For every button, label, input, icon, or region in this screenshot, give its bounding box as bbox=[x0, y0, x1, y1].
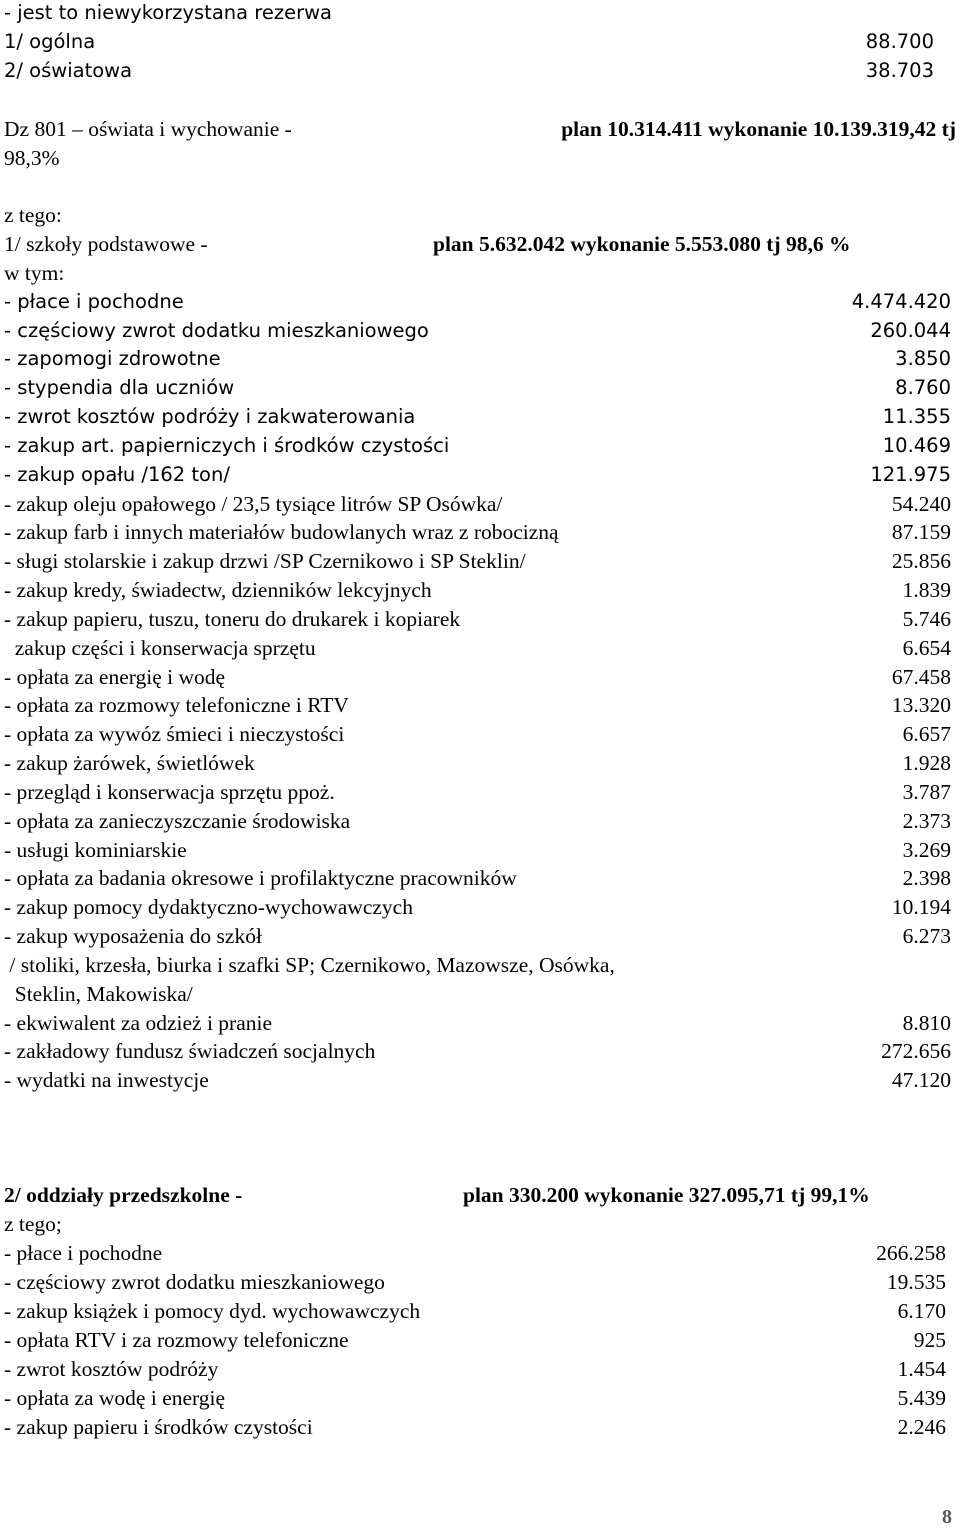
list-item-value: 5.439 bbox=[897, 1386, 946, 1410]
list-item-label: - płace i pochodne bbox=[4, 1241, 163, 1265]
list-item-value: 10.469 bbox=[882, 434, 951, 457]
list-item-value: 260.044 bbox=[870, 319, 951, 342]
list-item-label: - opłata RTV i za rozmowy telefoniczne bbox=[4, 1328, 349, 1352]
equipment-note-line-1: / stoliki, krzesła, biurka i szafki SP; Czernikowo, Mazowsze, Osówka, bbox=[4, 953, 615, 977]
list-item-label: - zakup papieru i środków czystości bbox=[4, 1415, 313, 1439]
list-item-label: - zakup oleju opałowego / 23,5 tysiące litrów SP Osówka/ bbox=[4, 492, 503, 516]
list-item-label: - zakup opału /162 ton/ bbox=[4, 463, 230, 486]
reserve-general-label: 1/ ogólna bbox=[4, 30, 96, 53]
list-item-label: - częściowy zwrot dodatku mieszkaniowego bbox=[4, 1270, 385, 1294]
list-item-label: - zakup pomocy dydaktyczno-wychowawczych bbox=[4, 895, 413, 919]
section-801-heading: Dz 801 – oświata i wychowanie - bbox=[4, 117, 292, 141]
list-item-label: - opłata za badania okresowe i profilaktyczne pracowników bbox=[4, 866, 517, 890]
list-item-value: 266.258 bbox=[876, 1241, 946, 1265]
list-item-value: 5.746 bbox=[902, 607, 951, 631]
list-item-label: zakup części i konserwacja sprzętu bbox=[4, 636, 316, 660]
list-item-value: 6.654 bbox=[902, 636, 951, 660]
list-item-label: - zakup farb i innych materiałów budowlanych wraz z robocizną bbox=[4, 520, 559, 544]
list-item-value: 11.355 bbox=[882, 405, 951, 428]
list-item-value: 3.787 bbox=[902, 780, 951, 804]
list-item-label: - zakładowy fundusz świadczeń socjalnych bbox=[4, 1039, 376, 1063]
list-item-value: 1.839 bbox=[902, 578, 951, 602]
section-801-plan: plan 10.314.411 wykonanie 10.139.319,42 tj bbox=[561, 117, 956, 141]
reserve-education-value: 38.703 bbox=[865, 59, 934, 82]
list-item-value: 13.320 bbox=[891, 693, 951, 717]
list-item-value: 1.928 bbox=[902, 751, 951, 775]
schools-w-tym: w tym: bbox=[4, 261, 65, 285]
list-item-label: - zakup papieru, tuszu, toneru do drukarek i kopiarek bbox=[4, 607, 461, 631]
list-item-label: - opłata za energię i wodę bbox=[4, 665, 226, 689]
list-item-value: 3.269 bbox=[902, 838, 951, 862]
preschool-heading: 2/ oddziały przedszkolne - bbox=[4, 1183, 243, 1207]
list-item-label: - opłata za zanieczyszczanie środowiska bbox=[4, 809, 351, 833]
list-item-label: - zwrot kosztów podróży bbox=[4, 1357, 219, 1381]
list-item-value: 8.760 bbox=[895, 376, 951, 399]
preschool-z-tego: z tego; bbox=[4, 1212, 62, 1236]
list-item-label: - opłata za wodę i energię bbox=[4, 1386, 226, 1410]
list-item-value: 87.159 bbox=[891, 520, 951, 544]
list-item-value: 6.657 bbox=[902, 722, 951, 746]
list-item-label: - zakup kredy, świadectw, dzienników lekcyjnych bbox=[4, 578, 432, 602]
list-item-label: - zwrot kosztów podróży i zakwaterowania bbox=[4, 405, 416, 428]
page-number: 8 bbox=[942, 1506, 952, 1528]
preschool-plan: plan 330.200 wykonanie 327.095,71 tj 99,1% bbox=[463, 1183, 870, 1207]
list-item-label: - ekwiwalent za odzież i pranie bbox=[4, 1011, 273, 1035]
list-item-value: 6.170 bbox=[897, 1299, 946, 1323]
list-item-value: 1.454 bbox=[897, 1357, 946, 1381]
list-item-label: - przegląd i konserwacja sprzętu ppoż. bbox=[4, 780, 335, 804]
list-item-value: 6.273 bbox=[902, 924, 951, 948]
list-item-label: - częściowy zwrot dodatku mieszkaniowego bbox=[4, 319, 429, 342]
list-item-value: 2.398 bbox=[902, 866, 951, 890]
list-item-value: 67.458 bbox=[891, 665, 951, 689]
reserve-education-label: 2/ oświatowa bbox=[4, 59, 133, 82]
list-item-label: - usługi kominiarskie bbox=[4, 838, 187, 862]
equipment-note-line-2: Steklin, Makowiska/ bbox=[4, 982, 193, 1006]
list-item-label: - opłata za rozmowy telefoniczne i RTV bbox=[4, 693, 349, 717]
list-item-label: - zapomogi zdrowotne bbox=[4, 347, 221, 370]
section-801-percent: 98,3% bbox=[4, 146, 60, 170]
list-item-label: - sługi stolarskie i zakup drzwi /SP Czernikowo i SP Steklin/ bbox=[4, 549, 526, 573]
list-item-value: 272.656 bbox=[881, 1039, 951, 1063]
schools-z-tego: z tego: bbox=[4, 203, 62, 227]
list-item-value: 925 bbox=[913, 1328, 946, 1352]
schools-plan: plan 5.632.042 wykonanie 5.553.080 tj 98,6 % bbox=[433, 232, 851, 256]
list-item-value: 10.194 bbox=[891, 895, 951, 919]
list-item-label: - zakup art. papierniczych i środków czystości bbox=[4, 434, 450, 457]
list-item-value: 121.975 bbox=[870, 463, 951, 486]
list-item-value: 3.850 bbox=[895, 347, 951, 370]
reserve-text: - jest to niewykorzystana rezerwa bbox=[4, 1, 333, 24]
list-item-label: - zakup wyposażenia do szkół bbox=[4, 924, 262, 948]
list-item-label: - wydatki na inwestycje bbox=[4, 1068, 209, 1092]
list-item-value: 2.373 bbox=[902, 809, 951, 833]
list-item-value: 2.246 bbox=[897, 1415, 946, 1439]
list-item-label: - zakup książek i pomocy dyd. wychowawczych bbox=[4, 1299, 421, 1323]
list-item-value: 8.810 bbox=[902, 1011, 951, 1035]
schools-heading: 1/ szkoły podstawowe - bbox=[4, 232, 208, 256]
list-item-value: 54.240 bbox=[891, 492, 951, 516]
list-item-label: - zakup żarówek, świetlówek bbox=[4, 751, 255, 775]
list-item-label: - płace i pochodne bbox=[4, 290, 184, 313]
list-item-value: 4.474.420 bbox=[851, 290, 951, 313]
list-item-value: 25.856 bbox=[891, 549, 951, 573]
list-item-value: 47.120 bbox=[891, 1068, 951, 1092]
reserve-general-value: 88.700 bbox=[865, 30, 934, 53]
list-item-label: - opłata za wywóz śmieci i nieczystości bbox=[4, 722, 345, 746]
list-item-value: 19.535 bbox=[886, 1270, 946, 1294]
list-item-label: - stypendia dla uczniów bbox=[4, 376, 235, 399]
